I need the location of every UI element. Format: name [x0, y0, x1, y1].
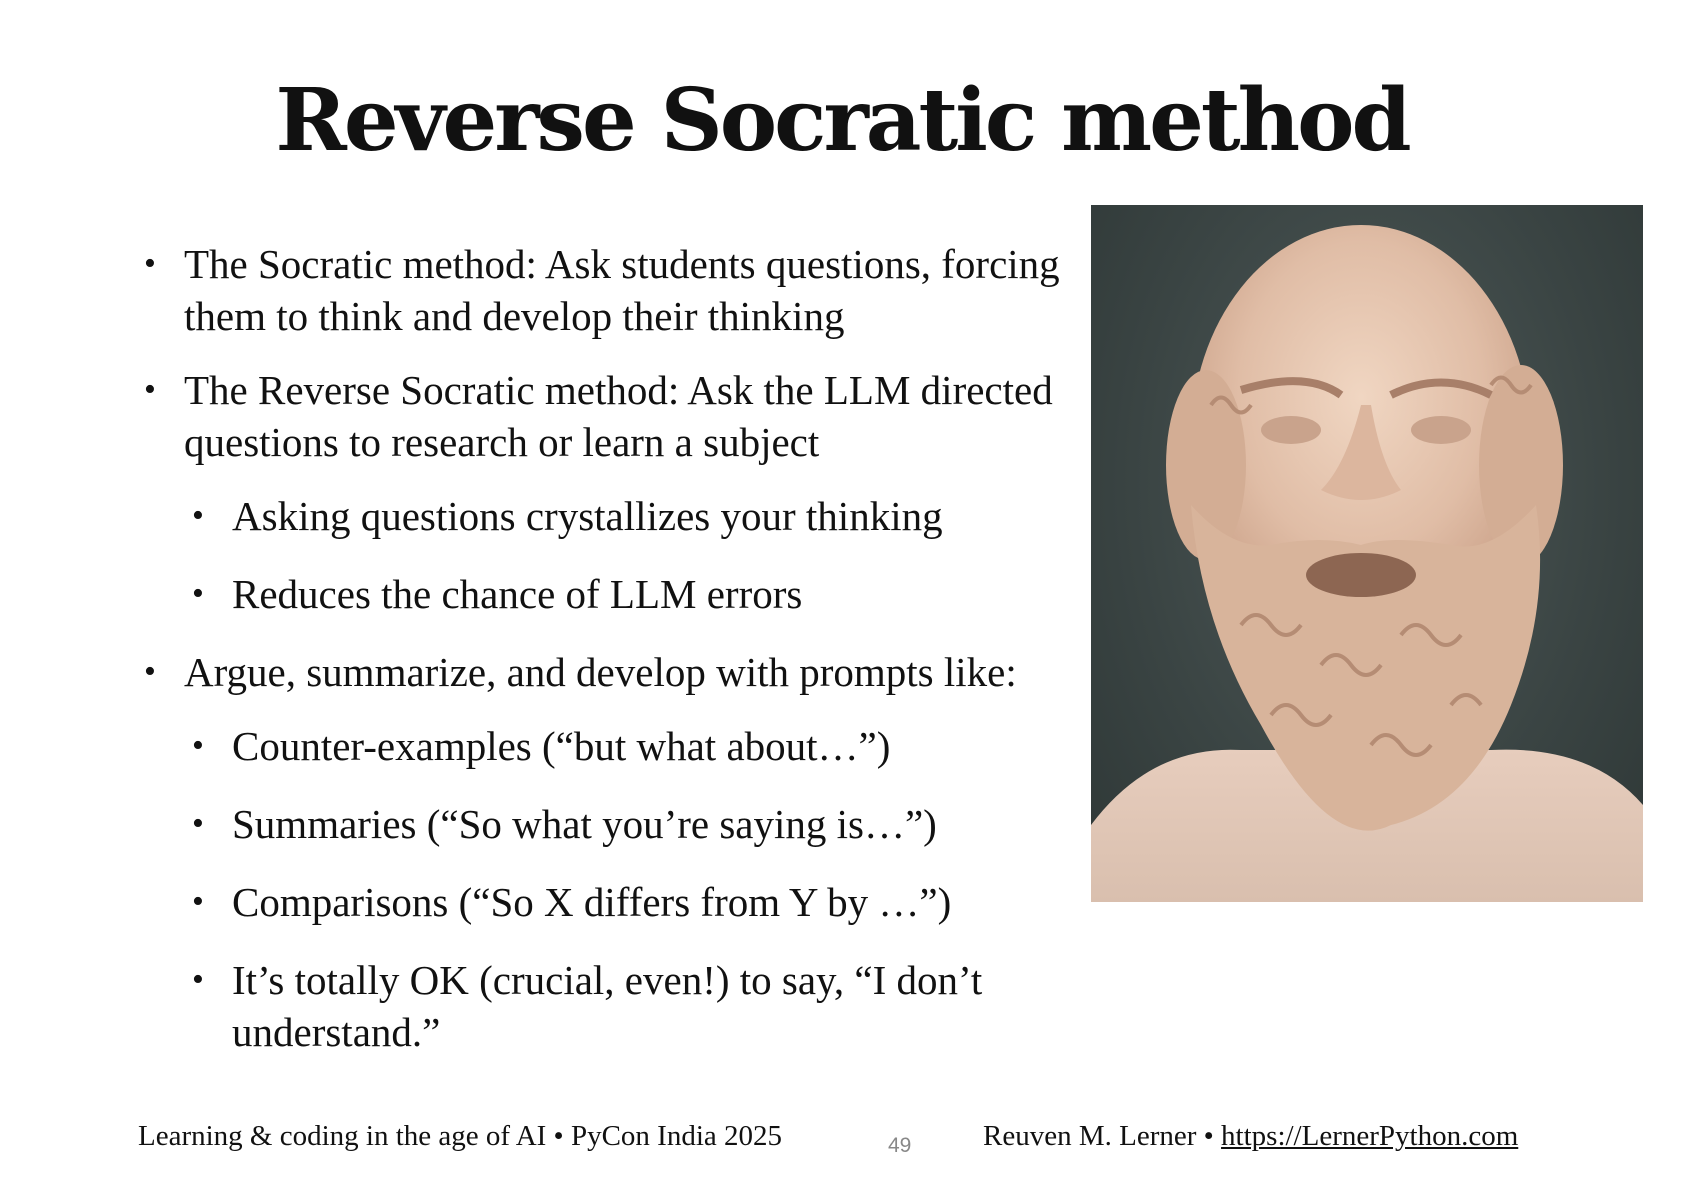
sub-bullet-item: • Summaries (“So what you’re saying is…”)	[140, 798, 1070, 850]
author-name: Reuven M. Lerner •	[983, 1120, 1214, 1152]
slide-title: Reverse Socratic method	[275, 70, 1409, 171]
page-number: 49	[888, 1134, 912, 1157]
sub-bullet-item: • Comparisons (“So X differs from Y by …”)	[140, 876, 1070, 928]
sub-bullet-item: • Asking questions crystallizes your thinking	[140, 490, 1070, 542]
socrates-bust-image	[1091, 205, 1643, 902]
bullet-list	[140, 238, 1070, 1084]
sub-bullet-item: • Counter-examples (“but what about…”)	[140, 720, 1070, 772]
footer-author	[983, 1120, 1518, 1153]
bullet-item: • Argue, summarize, and develop with prompts like:	[140, 646, 1070, 698]
bullet-item: • The Reverse Socratic method: Ask the LLM directed questions to research or learn a subject	[140, 364, 1070, 468]
socrates-bust-illustration	[1091, 205, 1643, 902]
sub-bullet-item: • Reduces the chance of LLM errors	[140, 568, 1070, 620]
bullet-item: • The Socratic method: Ask students questions, forcing them to think and develop their thinking	[140, 238, 1070, 342]
website-link[interactable]: https://LernerPython.com	[1221, 1120, 1519, 1152]
footer-talk-title: Learning & coding in the age of AI • PyCon India 2025	[138, 1120, 783, 1152]
sub-bullet-item: • It’s totally OK (crucial, even!) to say, “I don’t understand.”	[140, 954, 1070, 1058]
